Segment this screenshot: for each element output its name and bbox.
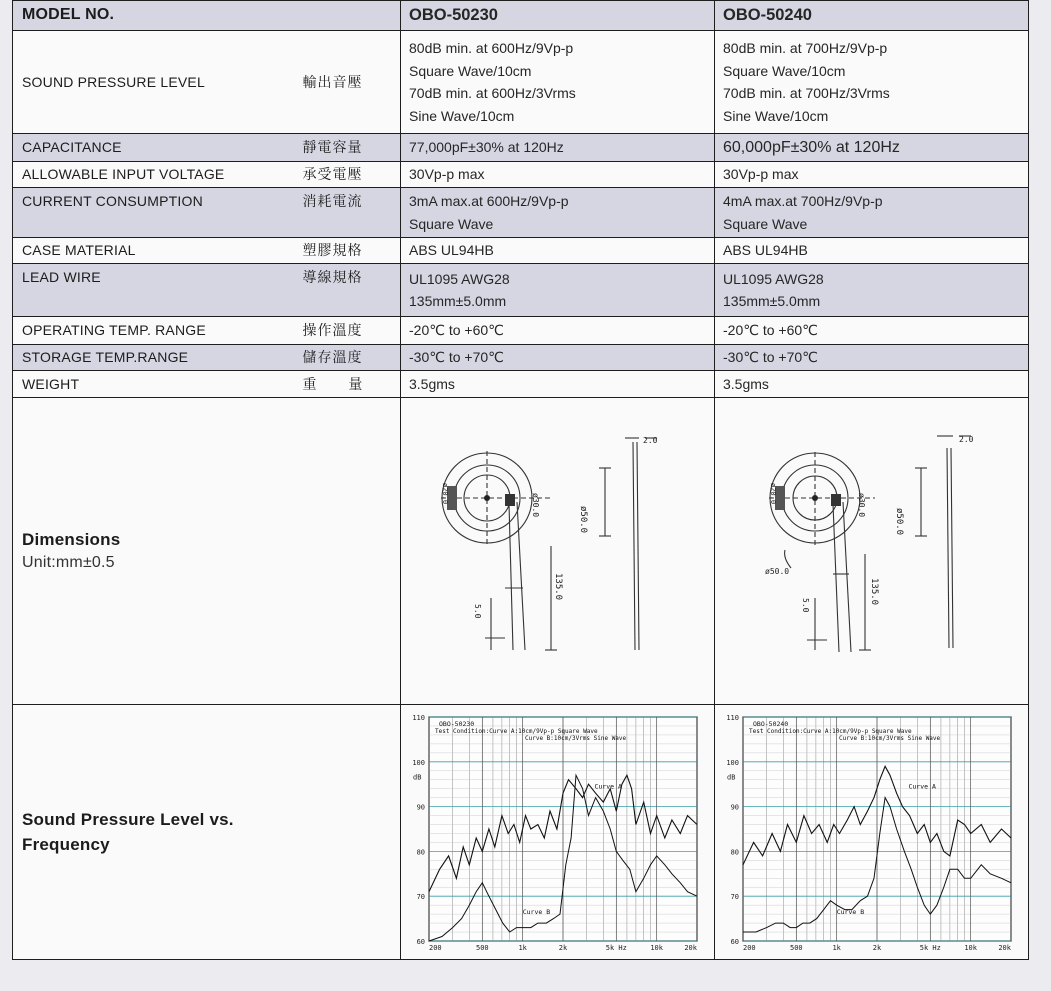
spl-chart-1-svg	[401, 705, 713, 953]
annotation-curve-a: Curve A	[908, 782, 936, 791]
dim-2-inner: ø30.0	[857, 493, 866, 518]
y-axis-label: dB	[413, 773, 422, 782]
model-2-header: OBO-50240	[715, 1, 1029, 31]
dim-1-pcb: ø20.0	[441, 483, 449, 505]
row-label: OPERATING TEMP. RANGE	[13, 317, 303, 345]
model-2-value: ABS UL94HB	[715, 238, 1029, 264]
x-tick-label: 10k	[650, 943, 663, 952]
row-capacitance	[13, 134, 1029, 162]
y-tick-label: 90	[730, 803, 739, 812]
row-label-zh: 操作溫度	[303, 317, 401, 345]
dim-2-strip: 5.0	[801, 598, 810, 613]
y-tick-label: 70	[730, 892, 739, 901]
x-tick-label: 5k Hz	[919, 943, 941, 952]
y-tick-label: 70	[416, 892, 425, 901]
dimensions-label	[13, 398, 401, 705]
chart-subtitle: Test Condition:Curve A:10cm/9Vp-p Square Wave	[435, 727, 598, 735]
y-tick-label: 110	[412, 713, 425, 722]
spl-chart-2	[715, 704, 1029, 960]
row-label: WEIGHT	[13, 371, 303, 398]
row-label-zh: 消耗電流	[303, 188, 401, 238]
model-1-value: 80dB min. at 600Hz/9Vp-p Square Wave/10cm 70dB min. at 600Hz/3Vrms Sine Wave/10cm	[401, 31, 715, 134]
dim-2-thickness: 2.0	[959, 435, 974, 444]
row-label: STORAGE TEMP.RANGE	[13, 345, 303, 371]
model-no-label: MODEL NO.	[13, 1, 401, 31]
x-tick-label: 500	[475, 943, 489, 952]
model-2-value: -20℃ to +60℃	[715, 317, 1029, 345]
dimension-drawing-1	[401, 398, 715, 705]
row-dimensions	[13, 398, 1029, 705]
row-label: LEAD WIRE	[13, 264, 303, 317]
row-label-zh: 儲存溫度	[303, 345, 401, 371]
y-axis-label: dB	[727, 773, 736, 782]
dim-1-lead: 135.0	[553, 573, 563, 601]
row-spl-vs-frequency	[13, 704, 1029, 960]
row-operating-temp-range	[13, 317, 1029, 345]
spl-title-line2: Frequency	[22, 834, 110, 854]
model-2-value: 30Vp-p max	[715, 162, 1029, 188]
x-tick-label: 2k	[872, 943, 882, 952]
row-label-zh: 輸出音壓	[303, 31, 401, 134]
spl-label	[13, 704, 401, 960]
model-2-value: UL1095 AWG28 135mm±5.0mm	[715, 264, 1029, 317]
row-label-zh: 塑膠規格	[303, 238, 401, 264]
model-2-value: -30℃ to +70℃	[715, 345, 1029, 371]
row-label-zh: 承受電壓	[303, 162, 401, 188]
y-tick-label: 100	[726, 758, 739, 767]
annotation-curve-a: Curve A	[594, 782, 622, 791]
model-1-header: OBO-50230	[401, 1, 715, 31]
x-tick-label: 200	[429, 943, 442, 952]
x-tick-label: 500	[789, 943, 803, 952]
y-tick-label: 90	[416, 803, 425, 812]
row-label-zh: 重 量	[303, 371, 401, 398]
dimensions-unit: Unit:mm±0.5	[22, 553, 115, 571]
model-1-value: 77,000pF±30% at 120Hz	[401, 134, 715, 162]
y-tick-label: 80	[416, 847, 425, 856]
chart-subtitle: Test Condition:Curve A:10cm/9Vp-p Square Wave	[749, 727, 912, 735]
row-label-zh: 靜電容量	[303, 134, 401, 162]
spl-chart-2-svg	[715, 705, 1027, 953]
model-2-value: 3.5gms	[715, 371, 1029, 398]
row-label: SOUND PRESSURE LEVEL	[13, 31, 303, 134]
dimensions-title: Dimensions	[22, 529, 121, 549]
dim-1-inner: ø30.0	[531, 493, 540, 518]
dimension-drawing-1-svg	[401, 398, 713, 697]
row-case-material	[13, 238, 1029, 264]
x-tick-label: 20k	[998, 943, 1011, 952]
row-label: ALLOWABLE INPUT VOLTAGE	[13, 162, 303, 188]
chart-subtitle-2: Curve B:10cm/3Vrms Sine Wave	[839, 734, 941, 742]
model-1-value: -20℃ to +60℃	[401, 317, 715, 345]
y-tick-label: 100	[412, 758, 425, 767]
model-2-value: 80dB min. at 700Hz/9Vp-p Square Wave/10cm 70dB min. at 700Hz/3Vrms Sine Wave/10cm	[715, 31, 1029, 134]
model-1-value: -30℃ to +70℃	[401, 345, 715, 371]
header-row	[13, 1, 1029, 31]
spec-table	[12, 0, 1029, 960]
dim-1-diameter: ø50.0	[578, 506, 588, 534]
dimension-drawing-2-svg	[715, 398, 1027, 697]
y-tick-label: 60	[416, 937, 425, 946]
row-current-consumption	[13, 188, 1029, 238]
x-tick-label: 2k	[558, 943, 568, 952]
x-tick-label: 10k	[964, 943, 977, 952]
row-label: CURRENT CONSUMPTION	[13, 188, 303, 238]
dimension-drawing-2	[715, 398, 1029, 705]
dim-2-side-diameter: ø50.0	[765, 567, 790, 576]
row-weight	[13, 371, 1029, 398]
dim-1-thickness: 2.0	[643, 436, 658, 445]
row-allowable-input-voltage	[13, 162, 1029, 188]
row-label: CAPACITANCE	[13, 134, 303, 162]
dim-2-diameter: ø50.0	[894, 508, 904, 536]
row-label-zh: 導線規格	[303, 264, 401, 317]
model-1-value: 30Vp-p max	[401, 162, 715, 188]
x-tick-label: 1k	[832, 943, 841, 952]
spl-chart-1	[401, 704, 715, 960]
chart-title: OBO-50230	[439, 719, 475, 728]
dim-1-strip: 5.0	[473, 604, 482, 619]
annotation-curve-b: Curve B	[836, 907, 865, 916]
y-tick-label: 60	[730, 937, 739, 946]
row-storage-temp-range	[13, 345, 1029, 371]
row-sound-pressure-level	[13, 31, 1029, 134]
y-tick-label: 80	[730, 847, 739, 856]
dim-2-lead: 135.0	[869, 578, 879, 606]
annotation-curve-b: Curve B	[522, 907, 551, 916]
spl-title-line1: Sound Pressure Level vs.	[22, 809, 234, 829]
x-tick-label: 200	[743, 943, 756, 952]
x-tick-label: 5k Hz	[605, 943, 627, 952]
row-label: CASE MATERIAL	[13, 238, 303, 264]
dim-2-pcb: ø20.0	[769, 483, 777, 505]
model-2-value: 60,000pF±30% at 120Hz	[715, 134, 1029, 162]
model-2-value: 4mA max.at 700Hz/9Vp-p Square Wave	[715, 188, 1029, 238]
y-tick-label: 110	[726, 713, 739, 722]
x-tick-label: 1k	[518, 943, 527, 952]
model-1-value: ABS UL94HB	[401, 238, 715, 264]
x-tick-label: 20k	[684, 943, 697, 952]
model-1-value: 3.5gms	[401, 371, 715, 398]
model-1-value: UL1095 AWG28 135mm±5.0mm	[401, 264, 715, 317]
model-1-value: 3mA max.at 600Hz/9Vp-p Square Wave	[401, 188, 715, 238]
chart-subtitle-2: Curve B:10cm/3Vrms Sine Wave	[525, 734, 627, 742]
chart-title: OBO-50240	[753, 719, 789, 728]
row-lead-wire	[13, 264, 1029, 317]
